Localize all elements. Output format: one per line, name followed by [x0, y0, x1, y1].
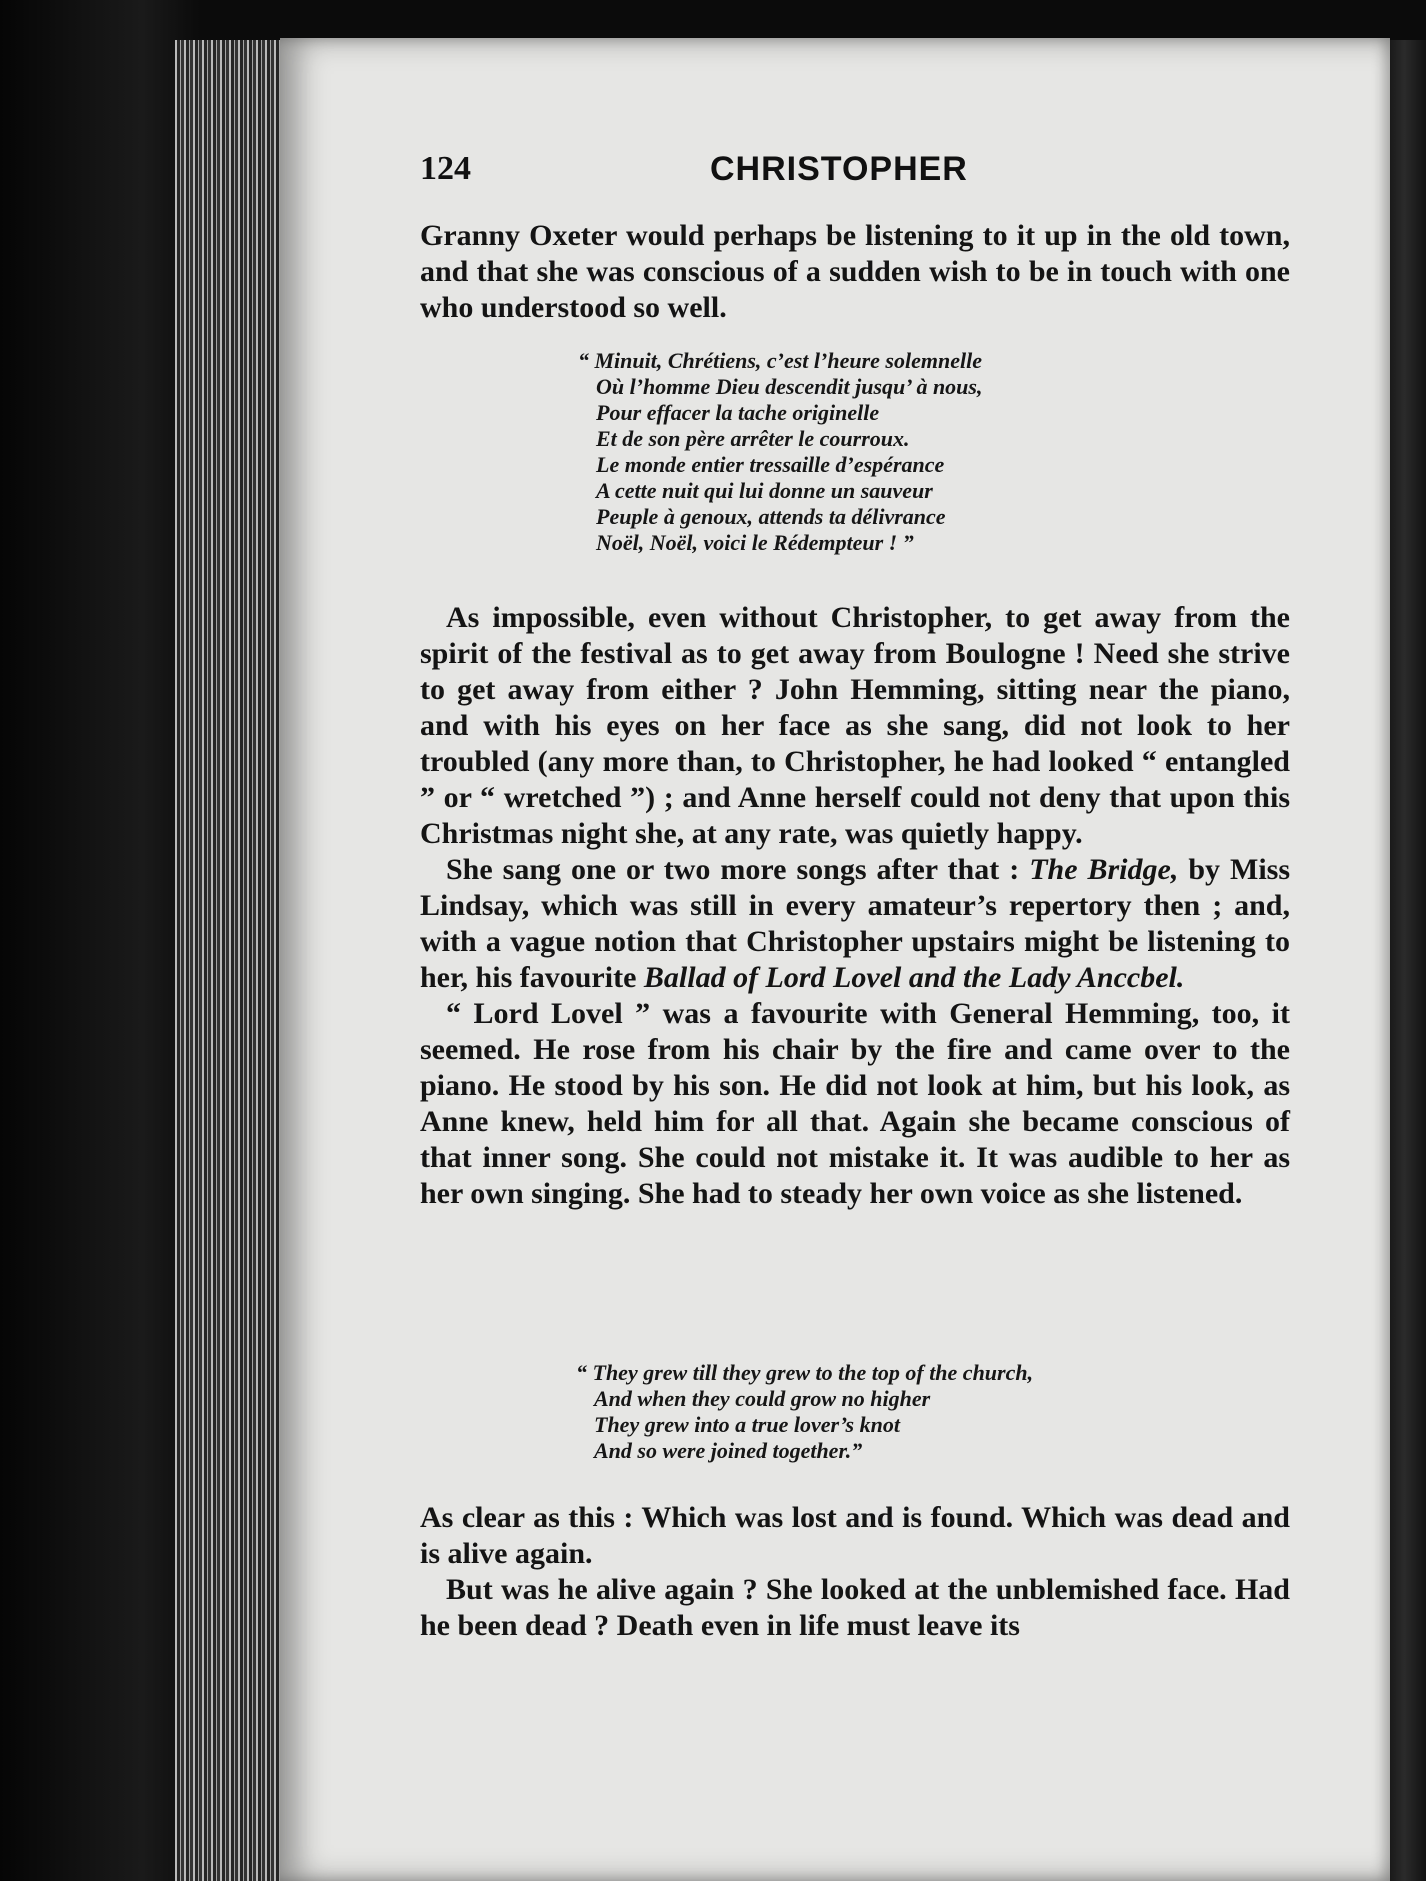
- page-header: [420, 150, 1280, 200]
- paragraph-1-text: Granny Oxeter would perhaps be listening to it up in the old town, and that she was conscious of a sudden wish to be in touch with one who understood so well.: [420, 219, 1290, 324]
- verse-line: They grew into a true lover’s knot: [594, 1412, 900, 1437]
- paragraph-1: [420, 218, 1290, 326]
- verse-line: Où l’homme Dieu descendit jusqu’ à nous,: [596, 374, 983, 399]
- verse-line: And so were joined together.”: [594, 1438, 863, 1463]
- book-page-edges: [175, 40, 285, 1881]
- song-title-lord-lovel: Ballad of Lord Lovel and the Lady Anccbel.: [643, 961, 1185, 994]
- verse-line: Noël, Noël, voici le Rédempteur ! ”: [596, 530, 914, 555]
- verse-line: “ Minuit, Chrétiens, c’est l’heure solemnelle: [578, 348, 982, 373]
- verse-line: And when they could grow no higher: [594, 1386, 931, 1411]
- song-title-bridge: The Bridge,: [1029, 853, 1179, 886]
- running-head: CHRISTOPHER: [710, 150, 968, 188]
- paragraph-5: As clear as this : Which was lost and is found. Which was dead and is alive again.: [420, 1501, 1290, 1570]
- page-number: 124: [420, 150, 471, 187]
- verse-line: Le monde entier tressaille d’espérance: [596, 452, 945, 477]
- verse-line: A cette nuit qui lui donne un sauveur: [596, 478, 933, 503]
- verse-block-1: [578, 348, 1098, 556]
- paragraph-2: As impossible, even without Christopher, to get away from the spirit of the festival as to get away from Boulogne ! Need she strive to get away from either ? John Hemming, sitting near the piano, and with his eyes on her face as she sang, did not look to her troubled (any more than, to Christopher, he had looked “ entangled ” or “ wretched ”) ; and Anne herself could not deny that upon this Christmas night she, at any rate, was quietly happy.: [420, 601, 1290, 850]
- verse-line: Peuple à genoux, attends ta délivrance: [596, 504, 946, 529]
- body-text: [420, 600, 1290, 1212]
- paragraph-3-middle: by Miss Lindsay, which was still in every amateur’s repertory then ; and, with a vague notion that Christopher upstairs might be listening to her, his favourite: [420, 853, 1291, 994]
- paragraph-3-before: She sang one or two more songs after that :: [446, 853, 1030, 886]
- verse-line: “ They grew till they grew to the top of the church,: [576, 1360, 1034, 1385]
- paragraph-4: “ Lord Lovel ” was a favourite with General Hemming, too, it seemed. He rose from his chair by the fire and came over to the piano. He stood by his son. He did not look at him, but his look, as Anne knew, held him for all that. Again she became conscious of that inner song. She could not mistake it. It was audible to her as her own singing. She had to steady her own voice as she listened.: [420, 997, 1290, 1210]
- book-right-edge: [1390, 40, 1426, 1881]
- verse-block-2: [576, 1360, 1076, 1464]
- paragraph-3: [420, 852, 1290, 996]
- verse-line: Et de son père arrêter le courroux.: [596, 426, 910, 451]
- verse-line: Pour effacer la tache originelle: [596, 400, 880, 425]
- paragraph-6: But was he alive again ? She looked at the unblemished face. Had he been dead ? Death even in life must leave its: [420, 1573, 1290, 1642]
- body-text-end: [420, 1500, 1290, 1644]
